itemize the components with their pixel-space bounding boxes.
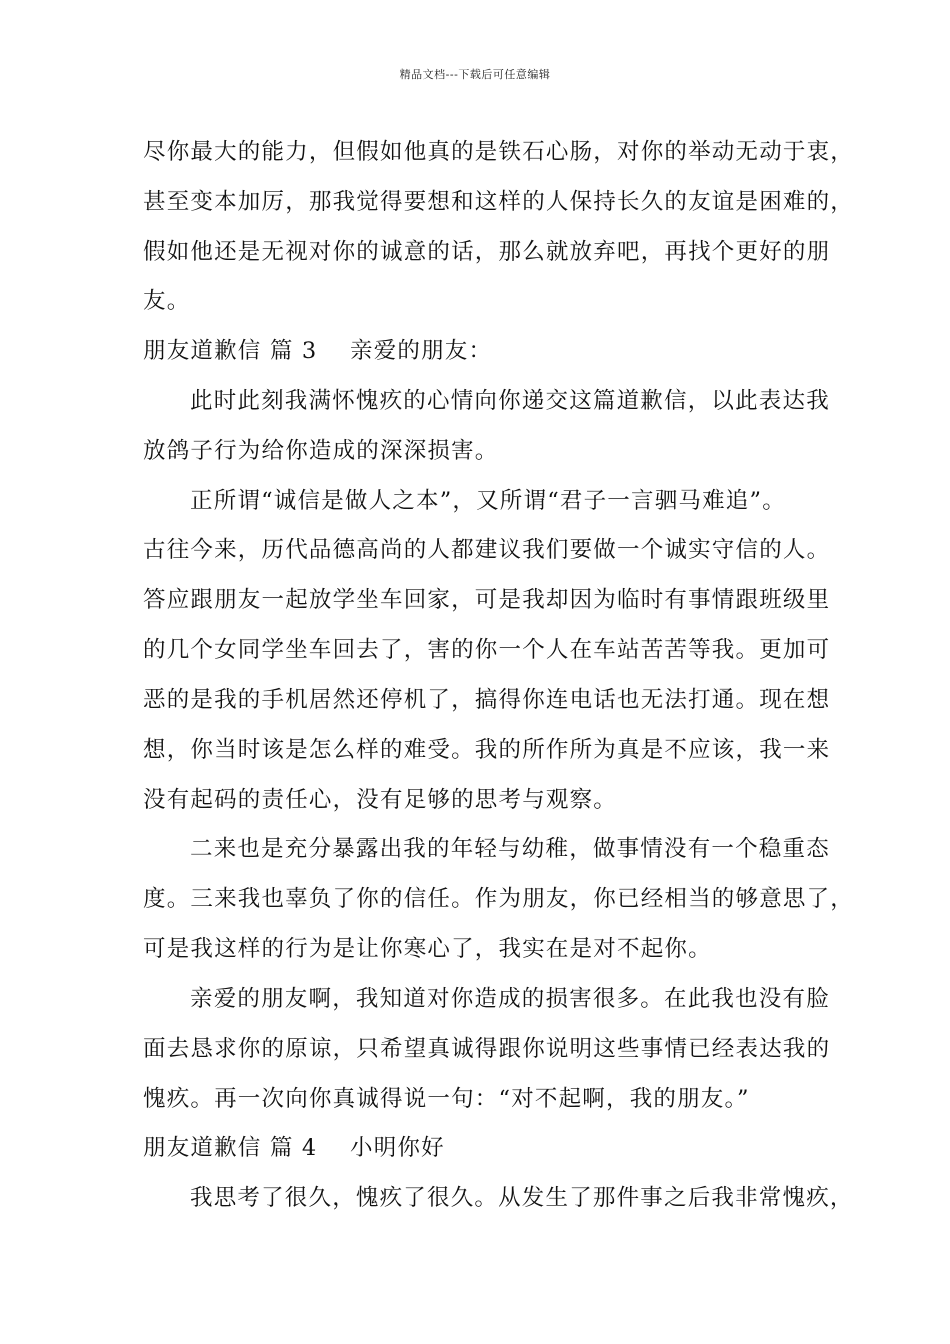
section-greeting: 亲爱的朋友： — [350, 338, 493, 364]
body-line: 放鸽子行为给你造成的深深损害。 — [143, 438, 499, 464]
body-line: 友。 — [143, 288, 191, 314]
section-title: 朋友道歉信 篇 3 — [143, 338, 318, 364]
page-header: 精品文档---下载后可任意编辑 — [399, 68, 551, 81]
body-line: 恶的是我的手机居然还停机了，搞得你连电话也无法打通。现在想 — [143, 687, 831, 713]
body-line: 甚至变本加厉，那我觉得要想和这样的人保持长久的友谊是困难的， — [143, 189, 855, 215]
body-line: 古往今来，历代品德高尚的人都建议我们要做一个诚实守信的人。 — [143, 537, 831, 563]
body-line: 假如他还是无视对你的诚意的话，那么就放弃吧，再找个更好的朋 — [143, 239, 831, 265]
body-line: 此时此刻我满怀愧疚的心情向你递交这篇道歉信，以此表达我 — [190, 388, 830, 414]
body-line: 可是我这样的行为是让你寒心了，我实在是对不起你。 — [143, 936, 712, 962]
body-line: 面去恳求你的原谅，只希望真诚得跟你说明这些事情已经表达我的 — [143, 1036, 831, 1062]
body-line: 正所谓“诚信是做人之本”，又所谓“君子一言驷马难追”。 — [190, 488, 786, 514]
section-greeting: 小明你好 — [350, 1135, 445, 1161]
body-line: 尽你最大的能力，但假如他真的是铁石心肠，对你的举动无动于衷， — [143, 139, 855, 165]
body-line: 的几个女同学坐车回去了，害的你一个人在车站苦苦等我。更加可 — [143, 637, 831, 663]
body-line: 度。三来我也辜负了你的信任。作为朋友，你已经相当的够意思了， — [143, 886, 855, 912]
body-line: 二来也是充分暴露出我的年轻与幼稚，做事情没有一个稳重态 — [190, 836, 830, 862]
body-line: 答应跟朋友一起放学坐车回家，可是我却因为临时有事情跟班级里 — [143, 587, 831, 613]
body-line: 想，你当时该是怎么样的难受。我的所作所为真是不应该，我一来 — [143, 737, 831, 763]
section-title: 朋友道歉信 篇 4 — [143, 1135, 318, 1161]
body-line: 我思考了很久，愧疚了很久。从发生了那件事之后我非常愧疚， — [190, 1185, 854, 1211]
body-line: 亲爱的朋友啊，我知道对你造成的损害很多。在此我也没有脸 — [190, 986, 830, 1012]
body-line: 没有起码的责任心，没有足够的思考与观察。 — [143, 787, 618, 813]
body-line: 愧疚。再一次向你真诚得说一句：“对不起啊，我的朋友。” — [143, 1086, 750, 1112]
